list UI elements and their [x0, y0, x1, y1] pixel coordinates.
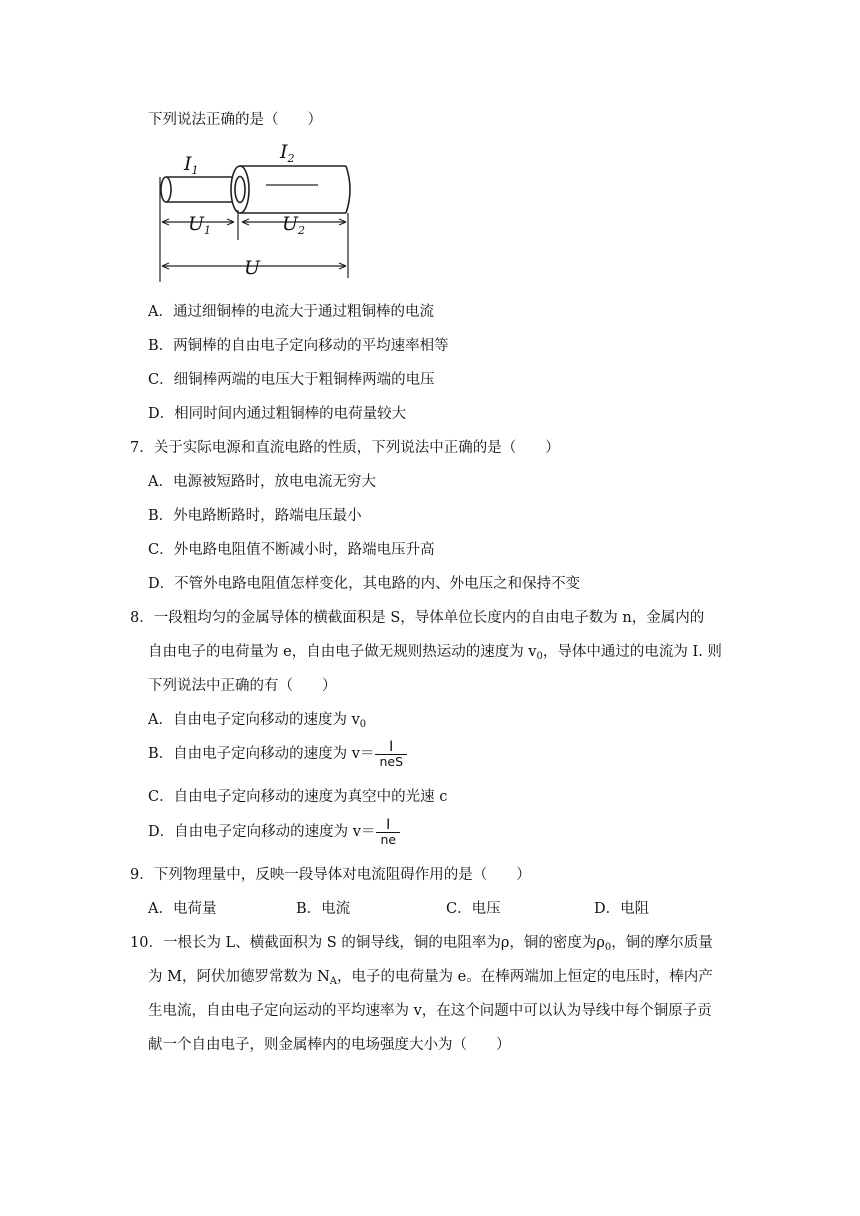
q10-line2-a: 为 M，阿伏加德罗常数为 N: [148, 969, 330, 985]
q10-line2: [148, 967, 713, 992]
copper-rods-diagram: [148, 140, 358, 288]
q8-option-b[interactable]: [148, 737, 407, 771]
label-u: U: [244, 257, 261, 279]
q6-option-d[interactable]: D．相同时间内通过粗铜棒的电荷量较大: [148, 406, 407, 422]
q8-option-a-subscript: 0: [359, 719, 367, 730]
q8-option-b-numerator: I: [375, 740, 407, 755]
q8-option-a-text: A．自由电子定向移动的速度为 v: [148, 712, 360, 728]
label-i2: $I_2$: [280, 141, 295, 165]
q8-option-c[interactable]: C．自由电子定向移动的速度为真空中的光速 c: [148, 789, 448, 805]
q7-stem: 7．关于实际电源和直流电路的性质，下列说法中正确的是（ ）: [130, 440, 560, 456]
q10-line1: [130, 933, 713, 958]
q6-option-b[interactable]: B．两铜棒的自由电子定向移动的平均速率相等: [148, 338, 449, 354]
q8-option-a[interactable]: [148, 710, 366, 735]
copper-rods-figure: [148, 140, 358, 288]
q8-v0-subscript: 0: [536, 651, 543, 662]
q10-na-subscript: A: [329, 976, 337, 987]
q7-option-a[interactable]: A．电源被短路时，放电电流无穷大: [148, 474, 376, 490]
q8-option-d-numerator: I: [376, 818, 400, 833]
question-6-intro: 下列说法正确的是（ ）: [148, 112, 322, 128]
q6-option-a[interactable]: A．通过细铜棒的电流大于通过粗铜棒的电流: [148, 304, 434, 320]
q9-option-b[interactable]: B．电流: [296, 901, 351, 917]
q10-rho0-subscript: 0: [604, 942, 612, 953]
q9-stem: 9．下列物理量中，反映一段导体对电流阻碍作用的是（ ）: [130, 867, 531, 883]
q8-option-d[interactable]: [148, 815, 400, 849]
q6-option-c[interactable]: C．细铜棒两端的电压大于粗铜棒两端的电压: [148, 372, 435, 388]
q10-line4: 献一个自由电子，则金属棒内的电场强度大小为（ ）: [148, 1037, 511, 1053]
q8-option-d-fraction: [376, 818, 400, 847]
q10-line2-b: ，电子的电荷量为 e。在棒两端加上恒定的电压时，棒内产: [337, 969, 713, 985]
q7-option-d[interactable]: D．不管外电路电阻值怎样变化，其电路的内、外电压之和保持不变: [148, 576, 581, 592]
q8-option-b-denominator: neS: [379, 753, 404, 769]
q8-stem-line1: 8．一段粗均匀的金属导体的横截面积是 S，导体单位长度内的自由电子数为 n，金属内的: [130, 610, 705, 626]
q8-option-b-text: B．自由电子定向移动的速度为 v＝: [148, 746, 375, 762]
q8-stem-line2-b: ，导体中通过的电流为 I. 则: [542, 644, 722, 660]
q7-option-c[interactable]: C．外电路电阻值不断减小时，路端电压升高: [148, 542, 435, 558]
q8-option-b-fraction: [375, 740, 407, 769]
label-u1: $U_1$: [188, 213, 212, 237]
label-i1: $I_1$: [184, 153, 199, 177]
q8-stem-line2-a: 自由电子的电荷量为 e，自由电子做无规则热运动的速度为 v: [148, 644, 537, 660]
q7-option-b[interactable]: B．外电路断路时，路端电压最小: [148, 508, 362, 524]
q8-stem-line3: 下列说法中正确的有（ ）: [148, 678, 337, 694]
q8-option-d-text: D．自由电子定向移动的速度为 v＝: [148, 824, 376, 840]
q10-line1-text: 10．一根长为 L、横截面积为 S 的铜导线，铜的电阻率为ρ，铜的密度为ρ: [130, 935, 605, 951]
q9-option-d[interactable]: D．电阻: [594, 901, 650, 917]
q8-option-d-denominator: ne: [380, 831, 397, 847]
q10-line3: 生电流，自由电子定向运动的平均速率为 v，在这个问题中可以认为导线中每个铜原子贡: [148, 1003, 712, 1019]
label-u2: $U_2$: [282, 213, 306, 237]
q10-line1-end: ，铜的摩尔质量: [611, 935, 713, 951]
q9-option-a[interactable]: A．电荷量: [148, 901, 217, 917]
q9-option-c[interactable]: C．电压: [446, 901, 501, 917]
q8-stem-line2: [148, 642, 722, 667]
